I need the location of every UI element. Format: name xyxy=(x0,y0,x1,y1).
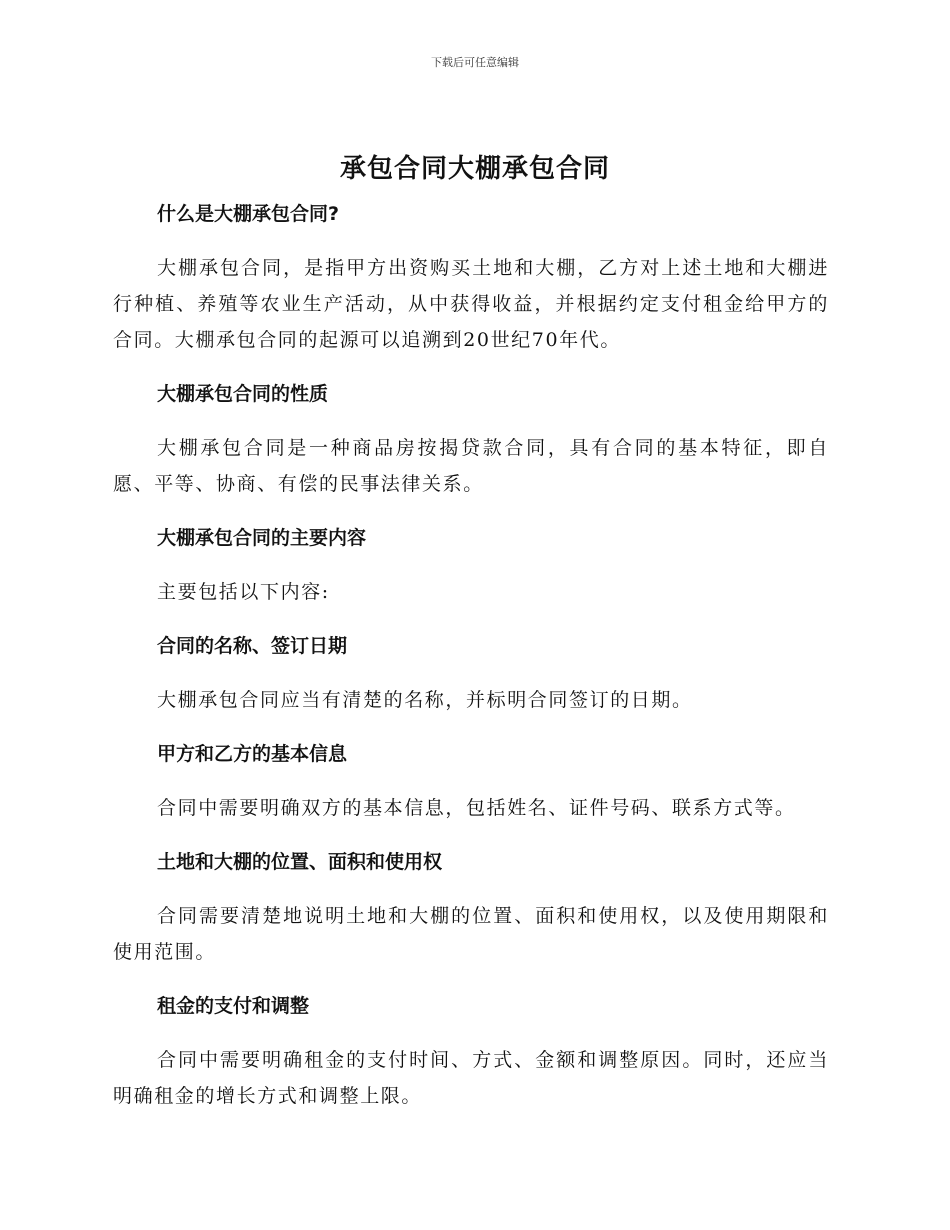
section-paragraph: 合同需要清楚地说明土地和大棚的位置、面积和使用权，以及使用期限和使用范围。 xyxy=(113,905,829,963)
section-nature xyxy=(113,376,829,502)
section-rent xyxy=(113,988,829,1114)
section-heading: 什么是大棚承包合同? xyxy=(157,203,340,225)
section-paragraph: 合同中需要明确租金的支付时间、方式、金额和调整原因。同时，还应当明确租金的增长方式和调整上限。 xyxy=(113,1049,829,1107)
section-paragraph: 大棚承包合同是一种商品房按揭贷款合同，具有合同的基本特征，即自愿、平等、协商、有偿的民事法律关系。 xyxy=(113,437,829,495)
section-heading: 大棚承包合同的性质 xyxy=(157,383,329,405)
section-paragraph: 主要包括以下内容: xyxy=(157,581,330,603)
section-heading: 甲方和乙方的基本信息 xyxy=(157,743,348,765)
section-paragraph: 大棚承包合同，是指甲方出资购买土地和大棚，乙方对上述土地和大棚进行种植、养殖等农业生产活动，从中获得收益，并根据约定支付租金给甲方的合同。大棚承包合同的起源可以追溯到20世纪70年代。 xyxy=(113,257,829,351)
section-heading: 租金的支付和调整 xyxy=(157,995,310,1017)
section-location-area xyxy=(113,844,829,970)
section-paragraph: 大棚承包合同应当有清楚的名称，并标明合同签订的日期。 xyxy=(157,689,693,711)
section-paragraph: 合同中需要明确双方的基本信息，包括姓名、证件号码、联系方式等。 xyxy=(157,797,796,819)
document-title: 承包合同大棚承包合同 xyxy=(339,154,610,184)
section-party-info xyxy=(113,736,829,826)
section-main-content xyxy=(113,520,829,610)
section-heading: 合同的名称、签订日期 xyxy=(157,635,348,657)
header-note: 下载后可任意编辑 xyxy=(431,56,519,69)
section-heading: 大棚承包合同的主要内容 xyxy=(157,527,367,549)
section-heading: 土地和大棚的位置、面积和使用权 xyxy=(157,851,443,873)
section-what-is xyxy=(113,196,829,358)
document-body xyxy=(113,196,829,1132)
section-name-date xyxy=(113,628,829,718)
